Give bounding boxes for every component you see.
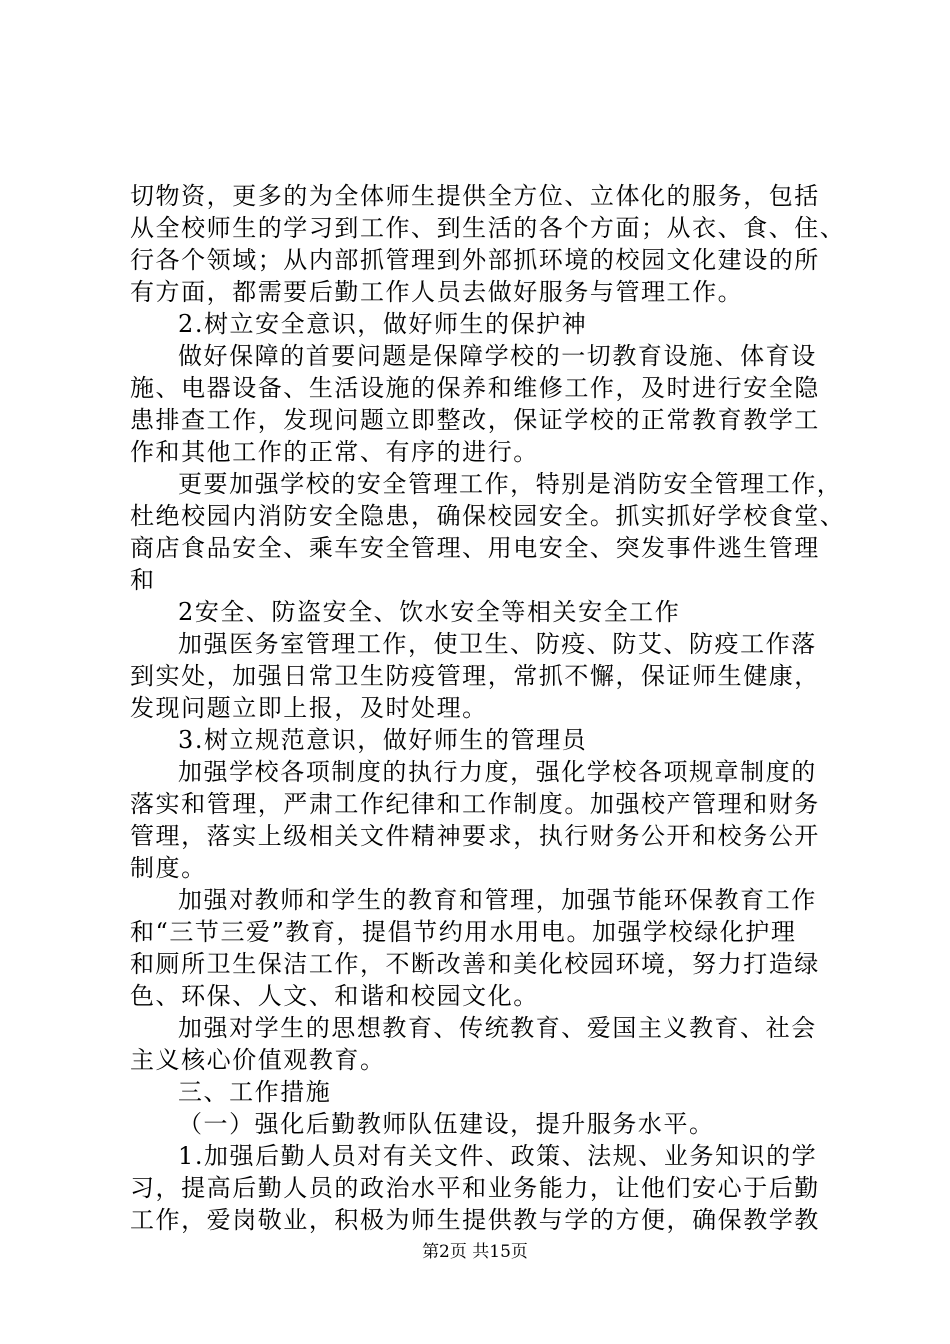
body-line: 和厕所卫生保洁工作，不断改善和美化校园环境，努力打造绿: [130, 950, 820, 978]
body-line: 1.加强后勤人员对有关文件、政策、法规、业务知识的学: [178, 1142, 818, 1170]
body-line: 杜绝校园内消防安全隐患，确保校园安全。抓实抓好学校食堂、: [130, 502, 846, 530]
body-line: 管理，落实上级相关文件精神要求，执行财务公开和校务公开: [130, 822, 820, 850]
body-line: 行各个领域；从内部抓管理到外部抓环境的校园文化建设的所: [130, 246, 820, 274]
body-line: 加强学校各项制度的执行力度，强化学校各项规章制度的: [178, 758, 817, 786]
body-line: 和“三节三爱”教育，提倡节约用水用电。加强学校绿化护理: [130, 918, 797, 946]
body-line: 发现问题立即上报，及时处理。: [130, 694, 488, 722]
body-line: 加强对教师和学生的教育和管理，加强节能环保教育工作: [178, 886, 817, 914]
subsection-heading: （一）强化后勤教师队伍建设，提升服务水平。: [178, 1110, 715, 1138]
body-line: 2安全、防盗安全、饮水安全等相关安全工作: [178, 598, 681, 626]
body-line: 患排查工作，发现问题立即整改，保证学校的正常教育教学工: [130, 406, 820, 434]
body-line: 施、电器设备、生活设施的保养和维修工作，及时进行安全隐: [130, 374, 820, 402]
body-line: 有方面，都需要后勤工作人员去做好服务与管理工作。: [130, 278, 744, 306]
section-heading: 2.树立安全意识，做好师生的保护神: [178, 310, 588, 338]
body-line: 落实和管理，严肃工作纪律和工作制度。加强校产管理和财务: [130, 790, 820, 818]
body-line: 色、环保、人文、和谐和校园文化。: [130, 982, 539, 1010]
body-line: 从全校师生的学习到工作、到生活的各个方面；从衣、食、住、: [130, 214, 846, 242]
body-line: 到实处，加强日常卫生防疫管理，常抓不懈，保证师生健康，: [130, 662, 820, 690]
body-line: 习，提高后勤人员的政治水平和业务能力，让他们安心于后勤: [130, 1174, 820, 1202]
page-footer: 第2页 共15页: [422, 1242, 528, 1262]
body-line: 工作，爱岗敬业，积极为师生提供教与学的方便，确保教学教: [130, 1206, 820, 1234]
body-line: 切物资，更多的为全体师生提供全方位、立体化的服务，包括: [130, 182, 820, 210]
section-heading: 三、工作措施: [178, 1078, 332, 1106]
body-line: 加强对学生的思想教育、传统教育、爱国主义教育、社会: [178, 1014, 817, 1042]
body-line: 商店食品安全、乘车安全管理、用电安全、突发事件逃生管理: [130, 534, 820, 562]
body-line: 制度。: [130, 854, 207, 882]
body-line: 做好保障的首要问题是保障学校的一切教育设施、体育设: [178, 342, 817, 370]
body-line: 和: [130, 566, 156, 594]
body-line: 更要加强学校的安全管理工作，特别是消防安全管理工作，: [178, 470, 843, 498]
body-line: 作和其他工作的正常、有序的进行。: [130, 438, 539, 466]
body-line: 主义核心价值观教育。: [130, 1046, 386, 1074]
body-line: 加强医务室管理工作，使卫生、防疫、防艾、防疫工作落: [178, 630, 817, 658]
section-heading: 3.树立规范意识，做好师生的管理员: [178, 726, 588, 754]
